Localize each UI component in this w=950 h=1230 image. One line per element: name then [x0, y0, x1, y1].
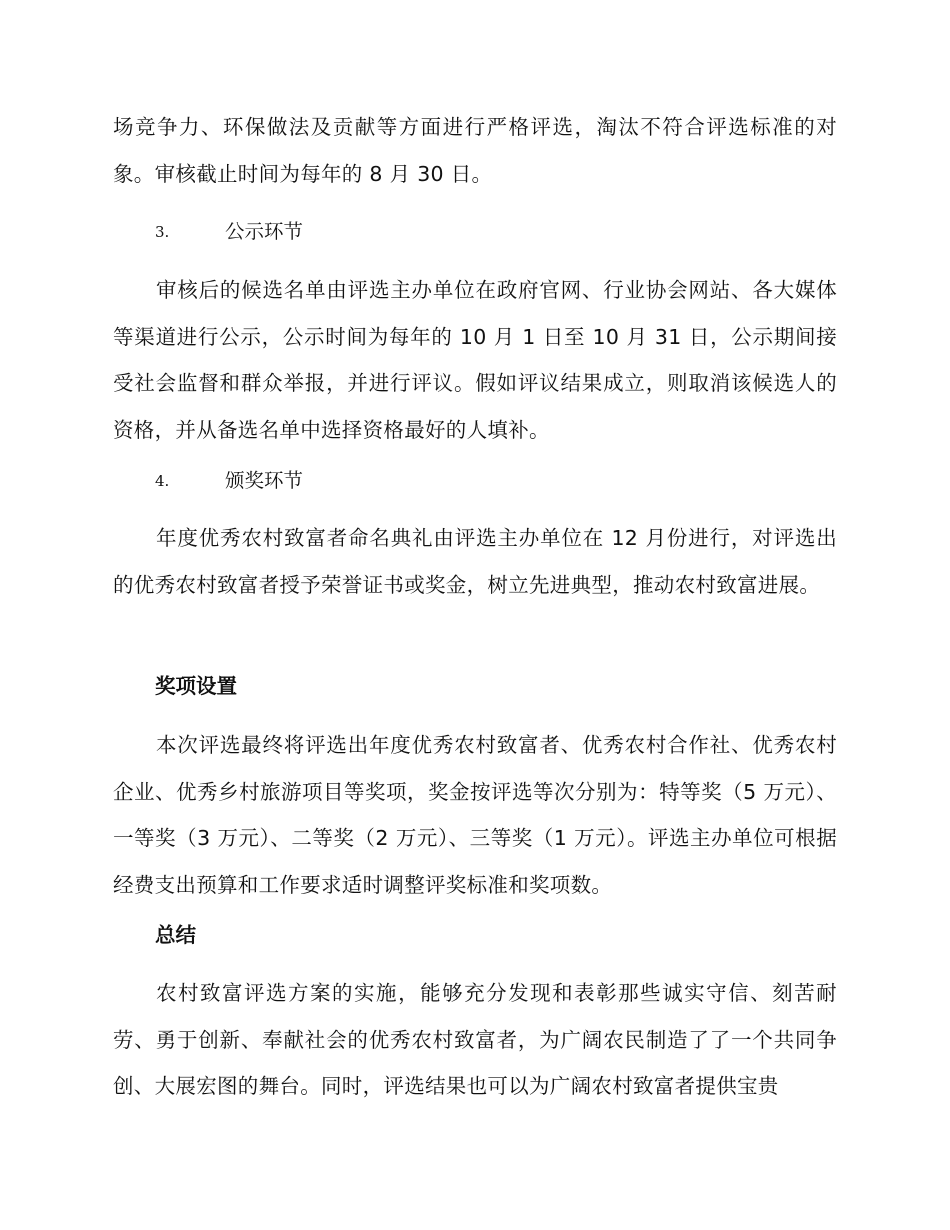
paragraph-award-ceremony: 年度优秀农村致富者命名典礼由评选主办单位在 12 月份进行，对评选出的优秀农村致富者授予荣誉证书或奖金，树立先进典型，推动农村致富进展。: [113, 526, 837, 597]
paragraph-review-criteria: 场竞争力、环保做法及贡献等方面进行严格评选，淘汰不符合评选标准的对象。审核截止时间为每年的 8 月 30 日。: [113, 115, 837, 186]
paragraph-publicity: 审核后的候选名单由评选主办单位在政府官网、行业协会网站、各大媒体等渠道进行公示，公示时间为每年的 10 月 1 日至 10 月 31 日，公示期间接受社会监督和群众举报，并进行评议。假如评议结果成立，则取消该候选人的资格，并从备选名单中选择资格最好的人填补。: [113, 278, 837, 442]
paragraph-awards: 本次评选最终将评选出年度优秀农村致富者、优秀农村合作社、优秀农村企业、优秀乡村旅游项目等奖项，奖金按评选等次分别为：特等奖（5 万元）、一等奖（3 万元）、二等奖（2 万元）、三等奖（1 万元）。评选主办单位可根据经费支出预算和工作要求适时调整评奖标准和奖项数。: [113, 733, 837, 897]
list-item-number: 4.: [155, 472, 170, 490]
list-item-title: 公示环节: [225, 220, 304, 243]
list-item-number: 3.: [155, 223, 170, 241]
section-heading-awards: 奖项设置: [155, 674, 237, 698]
list-item-title: 颁奖环节: [225, 469, 304, 492]
paragraph-summary: 农村致富评选方案的实施，能够充分发现和表彰那些诚实守信、刻苦耐劳、勇于创新、奉献社会的优秀农村致富者，为广阔农民制造了了一个共同争创、大展宏图的舞台。同时，评选结果也可以为广阔农村致富者提供宝贵: [113, 981, 837, 1098]
section-heading-summary: 总结: [155, 923, 196, 947]
